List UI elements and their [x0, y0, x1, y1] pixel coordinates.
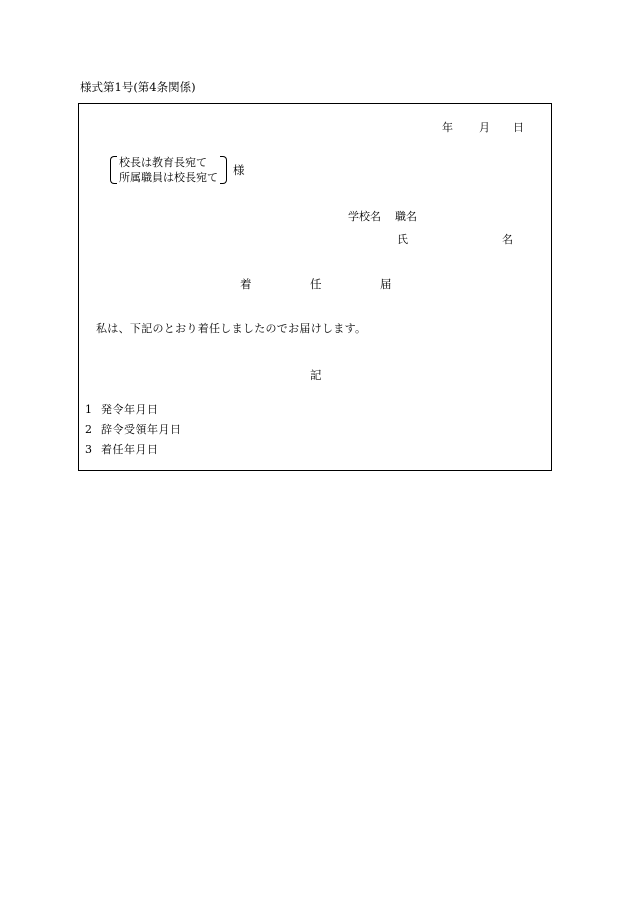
- name-label-first: 氏: [397, 233, 408, 246]
- right-bracket: [220, 156, 227, 184]
- item-number: 2: [85, 423, 92, 436]
- date-day-label: 日: [513, 121, 524, 134]
- ki-heading: 記: [310, 368, 322, 382]
- date-year-label: 年: [442, 121, 453, 134]
- left-bracket: [110, 156, 117, 184]
- addressee-lines: [117, 156, 220, 184]
- item-text: 発令年月日: [101, 403, 159, 416]
- addressee-line-2: 所属職員は校長宛て: [119, 171, 218, 184]
- item-number: 3: [85, 443, 92, 456]
- honorific: 様: [233, 163, 245, 177]
- position-label: 職名: [395, 210, 417, 223]
- item-text: 着任年月日: [101, 443, 159, 456]
- addressee-block: [110, 155, 245, 185]
- item-number: 1: [85, 403, 92, 416]
- title-char-2: 任: [310, 277, 322, 291]
- title-char-1: 着: [240, 277, 252, 291]
- addressee-line-1: 校長は教育長宛て: [119, 156, 207, 169]
- body-text: 私は、下記のとおり着任しましたのでお届けします。: [96, 322, 367, 335]
- name-label-second: 名: [502, 233, 513, 246]
- school-name-label: 学校名: [348, 210, 381, 223]
- form-number: 様式第1号(第4条関係): [80, 80, 196, 94]
- title-char-3: 届: [380, 277, 392, 291]
- date-month-label: 月: [479, 121, 490, 134]
- item-text: 辞令受領年月日: [101, 423, 182, 436]
